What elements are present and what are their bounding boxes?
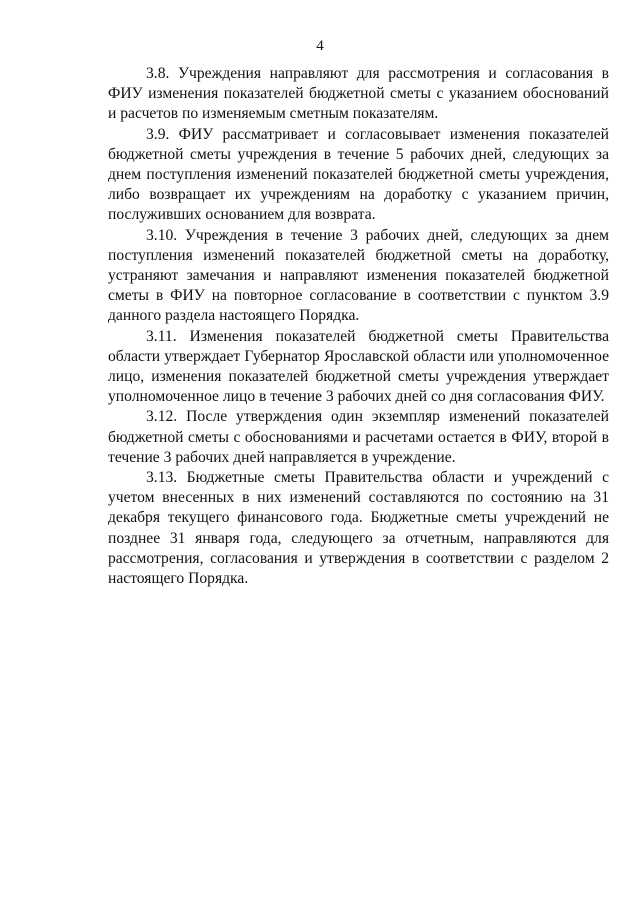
paragraph-3-9: 3.9. ФИУ рассматривает и согласовывает изменения показателей бюджетной сметы учреждения в течение 5 рабочих дней, следующих за днем поступления изменений показателей бюджетной сметы учреждения, либо возвращает их учреждениям на доработку с указанием причин, послуживших основанием для возврата.	[108, 125, 609, 224]
paragraph-3-10: 3.10. Учреждения в течение 3 рабочих дней, следующих за днем поступления изменений показателей бюджетной сметы на доработку, устраняют замечания и направляют изменения показателей бюджетной сметы в ФИУ на повторное согласование в соответствии с пунктом 3.9 данного раздела настоящего Порядка.	[108, 226, 609, 325]
paragraph-3-8: 3.8. Учреждения направляют для рассмотрения и согласования в ФИУ изменения показателей бюджетной сметы с указанием обоснований и расчетов по изменяемым сметным показателям.	[108, 65, 609, 123]
paragraph-3-11: 3.11. Изменения показателей бюджетной сметы Правительства области утверждает Губернатор Ярославской области или уполномоченное лицо, изменения показателей бюджетной сметы учреждения утверждает уполномоченное лицо в течение 3 рабочих дней со дня согласования ФИУ.	[108, 327, 609, 406]
paragraph-3-12: 3.12. После утверждения один экземпляр изменений показателей бюджетной сметы с обоснованиями и расчетами остается в ФИУ, второй в течение 3 рабочих дней направляется в учреждение.	[108, 408, 609, 466]
paragraph-3-13: 3.13. Бюджетные сметы Правительства области и учреждений с учетом внесенных в них изменений составляются по состоянию на 31 декабря текущего финансового года. Бюджетные сметы учреждений не позднее 31 января года, следующего за отчетным, направляются для рассмотрения, согласования и утверждения в соответствии с разделом 2 настоящего Порядка.	[108, 469, 609, 588]
document-body	[108, 64, 609, 589]
page-number: 4	[316, 38, 324, 54]
